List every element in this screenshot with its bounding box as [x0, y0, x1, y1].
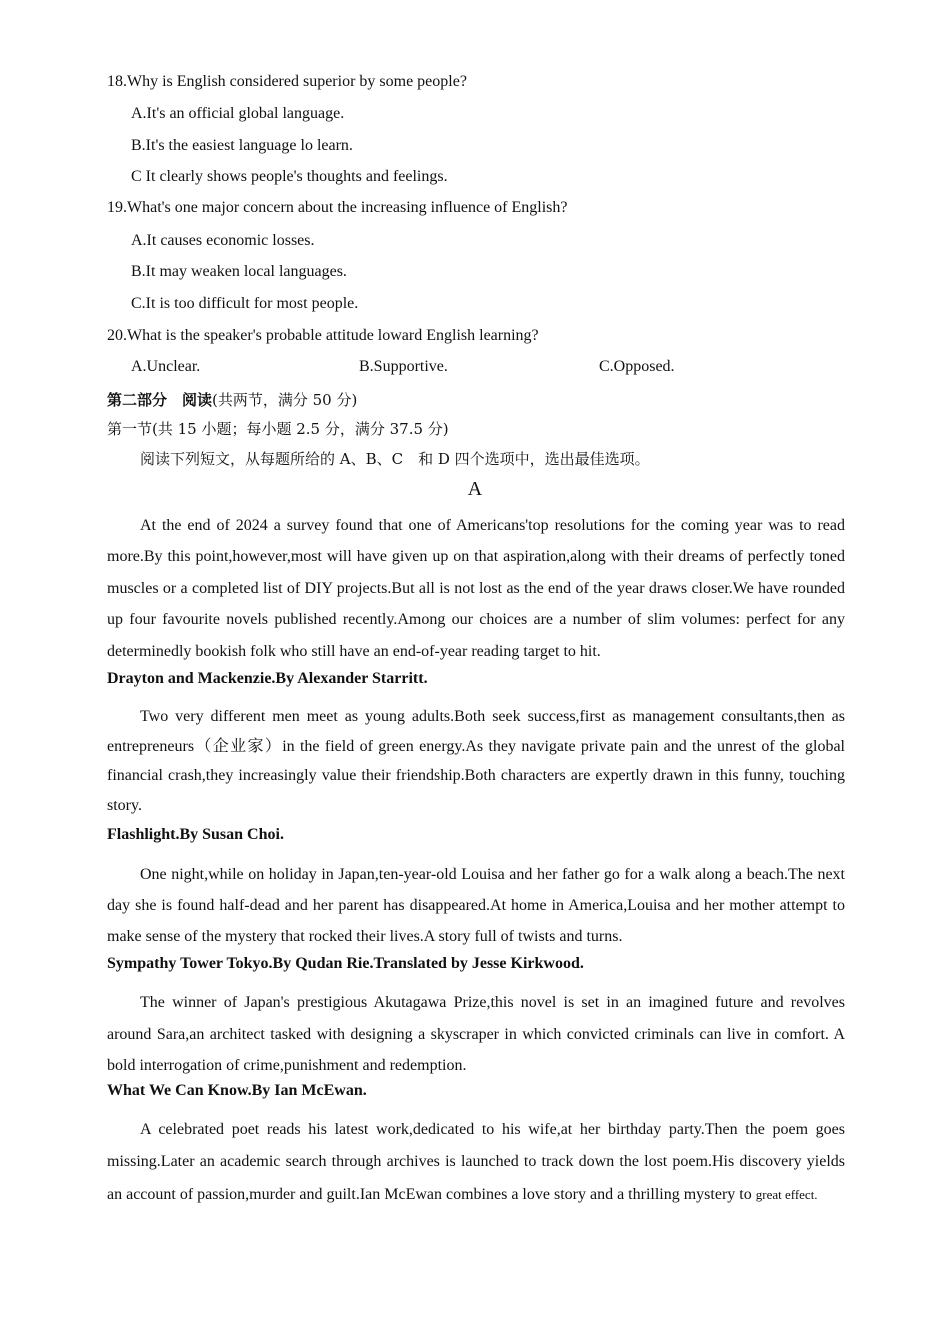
question-20-option-b: B.Supportive.: [359, 358, 448, 375]
book-text-1: Two very different men meet as young adults.Both seek success,first as management consultants,then as entrepreneurs（企业家）in the field of green energy.As they navigate private pain and the unrest of the global financial crash,they increasingly value their friendship.Both characters are expertly drawn in this funny, touching story.: [107, 708, 845, 815]
question-20-option-c: C.Opposed.: [599, 358, 675, 375]
book-text-2: One night,while on holiday in Japan,ten-year-old Louisa and her father go for a walk along a beach.The next day she is found half-dead and her parent has disappeared.At home in America,Louisa and her mother attempt to make sense of the mystery that rocked their lives.A story full of twists and turns.: [107, 866, 845, 945]
book-text-4-tail: great effect.: [755, 1186, 818, 1202]
part-detail: (共两节，满分 50 分): [212, 391, 358, 409]
book-blurb-4: [107, 1114, 845, 1211]
book-blurb-2: [107, 859, 845, 952]
book-blurb-3: [107, 987, 845, 1082]
book-text-4-main: A celebrated poet reads his latest work,dedicated to his wife,at her birthday party.Then the poem goes missing.Later an academic search through archives is launched to track down the lost poem.His discovery yields an account of passion,murder and guilt.Ian McEwan combines a love story and a thrilling mystery to: [107, 1121, 845, 1203]
question-19-option-c: C.It is too difficult for most people.: [131, 295, 359, 312]
book-heading-1: Drayton and Mackenzie.By Alexander Starritt.: [107, 670, 428, 687]
intro-paragraph: At the end of 2024 a survey found that one of Americans'top resolutions for the coming year was to read more.By this point,however,most will have given up on that aspiration,along with their dreams of perfectly toned muscles or a completed list of DIY projects.But all is not lost as the end of the year draws closer.We have rounded up four favourite novels published recently.Among our choices are a number of slim volumes: perfect for any determinedly bookish folk who still have an end-of-year reading target to hit.: [107, 517, 845, 660]
passage-intro: [107, 510, 845, 667]
book-text-4: [107, 1114, 845, 1211]
section-subtitle: 第一节(共 15 小题；每小题 2.5 分，满分 37.5 分): [107, 420, 449, 438]
section-instruction: 阅读下列短文，从每题所给的 A、B、C 和 D 四个选项中，选出最佳选项。: [140, 450, 650, 468]
passage-label: A: [467, 478, 483, 500]
question-20-option-a: A.Unclear.: [131, 358, 201, 375]
question-19-option-a: A.It causes economic losses.: [131, 232, 315, 249]
part-heading: [107, 390, 357, 410]
question-18-option-b: B.It's the easiest language lo learn.: [131, 137, 353, 154]
book-blurb-1: [107, 702, 845, 821]
book-heading-3: Sympathy Tower Tokyo.By Qudan Rie.Translated by Jesse Kirkwood.: [107, 955, 584, 972]
question-19-stem: 19.What's one major concern about the increasing influence of English?: [107, 199, 568, 216]
book-heading-4: What We Can Know.By Ian McEwan.: [107, 1082, 367, 1099]
book-text-3: The winner of Japan's prestigious Akutagawa Prize,this novel is set in an imagined future and revolves around Sara,an architect tasked with designing a skyscraper in which convicted criminals can live in comfort. A bold interrogation of crime,punishment and redemption.: [107, 994, 845, 1075]
question-19-option-b: B.It may weaken local languages.: [131, 263, 347, 280]
part-title: 第二部分 阅读: [107, 391, 213, 409]
question-18-stem: 18.Why is English considered superior by some people?: [107, 73, 467, 90]
book-heading-2: Flashlight.By Susan Choi.: [107, 826, 284, 843]
question-18-option-c: C It clearly shows people's thoughts and feelings.: [131, 168, 448, 185]
question-20-stem: 20.What is the speaker's probable attitude loward English learning?: [107, 327, 539, 344]
question-18-option-a: A.It's an official global language.: [131, 105, 345, 122]
